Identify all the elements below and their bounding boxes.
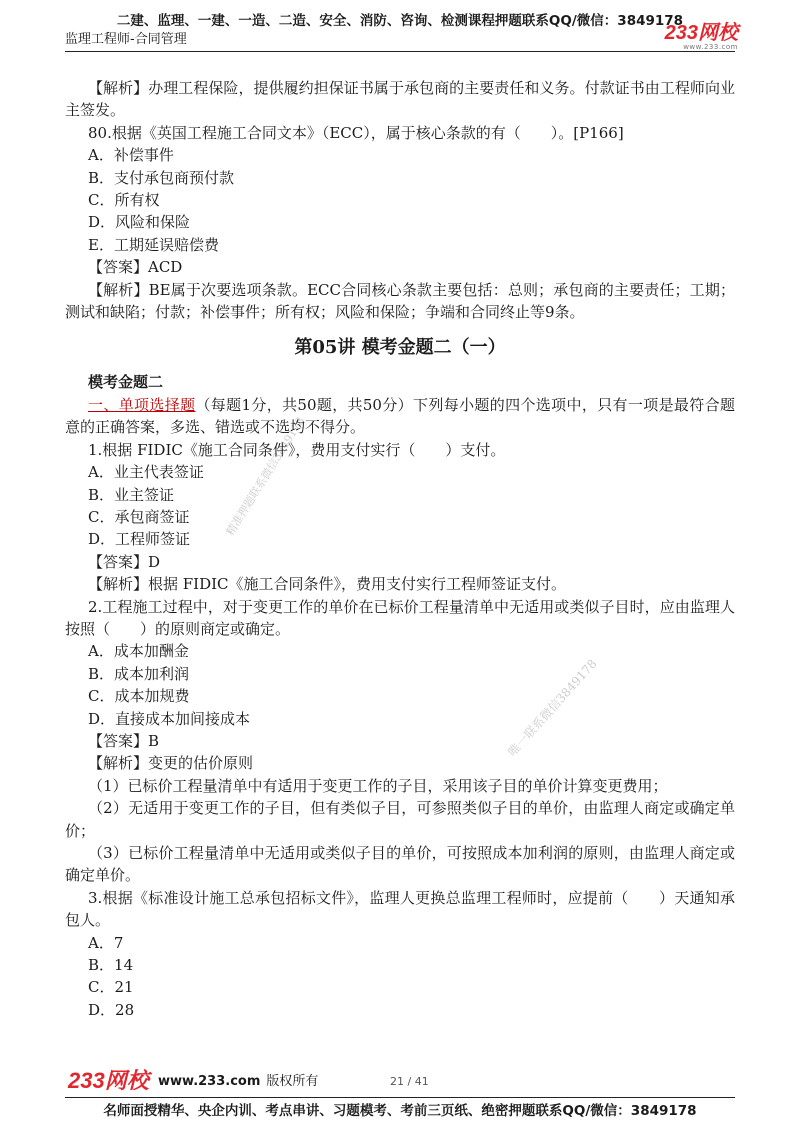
- q2-stem: 2.工程施工过程中，对于变更工作的单价在已标价工程量清单中无适用或类似子目时，应由监理人按照（ ）的原则商定或确定。: [65, 597, 735, 638]
- q80-option-a: A．补偿事件: [88, 146, 174, 165]
- q3-option-b: B．14: [88, 956, 134, 975]
- q3-option-d: D．28: [88, 1000, 135, 1019]
- q1-option-d: D．工程师签证: [88, 530, 191, 549]
- q3-option-c: C．21: [88, 978, 134, 997]
- q1-stem: 1.根据 FIDIC《施工合同条件》，费用支付实行（ ）支付。: [88, 440, 506, 459]
- section-instructions: [65, 394, 735, 439]
- lecture-title: 第05讲 模考金题二（一）: [294, 337, 506, 359]
- section-instructions-text: （每题1分，共50题，共50分）下列每小题的四个选项中，只有一项是最符合题意的正确答案，多选、错选或不选均不得分。: [65, 395, 735, 437]
- header-logo-site: www.233.com: [683, 43, 738, 51]
- q2-option-c: C．成本加规费: [88, 687, 190, 706]
- q3-option-a: A．7: [88, 933, 124, 952]
- q2-analysis-point-1: （1）已标价工程量清单中有适用于变更工作的子目，采用该子目的单价计算变更费用；: [88, 776, 668, 795]
- q80-option-d: D．风险和保险: [88, 213, 191, 232]
- header-logo-mark: 233网校: [664, 22, 738, 44]
- footer-rule: [65, 1097, 735, 1098]
- q1-answer: 【答案】D: [88, 552, 161, 571]
- q80-answer: 【答案】ACD: [88, 258, 183, 277]
- q2-option-b: B．成本加利润: [88, 664, 190, 683]
- q2-analysis-point-2: （2）无适用于变更工作的子目，但有类似子目，可参照类似子目的单价，由监理人商定或确定单价；: [65, 799, 735, 840]
- footer-rights: 版权所有: [266, 1074, 319, 1089]
- single-choice-heading: 一、单项选择题: [88, 395, 196, 414]
- q3-stem: 3.根据《标准设计施工总承包招标文件》，监理人更换总监理工程师时，应提前（ ）天通知承包人。: [65, 888, 735, 930]
- footer-logo: 233网校: [68, 1068, 149, 1093]
- header-rule: [65, 51, 735, 52]
- q1-option-b: B．业主签证: [88, 485, 175, 504]
- q80-option-c: C．所有权: [88, 191, 160, 210]
- header-logo: [652, 23, 738, 51]
- q2-analysis: 【解析】变更的估价原则: [88, 754, 254, 773]
- footer-copyright: [158, 1074, 318, 1090]
- watermark-1: 精准押题联系微信3849178: [223, 414, 308, 538]
- q2-answer: 【答案】B: [88, 731, 160, 750]
- q80-option-b: B．支付承包商预付款: [88, 168, 235, 187]
- page-body: [65, 77, 735, 1021]
- footer-notice: 名师面授精华、央企内训、考点串讲、习题模考、考前三页纸、绝密押题联系QQ/微信：3849178: [103, 1103, 697, 1119]
- document-title: 监理工程师-合同管理: [65, 32, 187, 47]
- q1-option-c: C．承包商签证: [88, 507, 190, 526]
- exam-title: 模考金题二: [88, 373, 164, 392]
- header-notice: 二建、监理、一建、一造、二造、安全、消防、咨询、检测课程押题联系QQ/微信：3849178: [116, 13, 684, 29]
- q80-stem: 80.根据《英国工程施工合同文本》（ECC），属于核心条款的有（ ）。[P166]: [88, 123, 624, 142]
- footer-site: www.233.com: [158, 1074, 261, 1089]
- q1-analysis: 【解析】根据 FIDIC《施工合同条件》，费用支付实行工程师签证支付。: [88, 575, 567, 594]
- q79-analysis: 【解析】办理工程保险，提供履约担保证书属于承包商的主要责任和义务。付款证书由工程师向业主签发。: [65, 79, 735, 120]
- q80-analysis: 【解析】BE属于次要选项条款。ECC合同核心条款主要包括：总则；承包商的主要责任；工期；测试和缺陷；付款；补偿事件；所有权；风险和保险；争端和合同终止等9条。: [65, 280, 735, 322]
- page-number: 21 / 41: [390, 1075, 429, 1088]
- q1-option-a: A．业主代表签证: [88, 463, 204, 482]
- watermark-2: 唯一联系微信3849178: [505, 656, 600, 760]
- q2-option-d: D．直接成本加间接成本: [88, 709, 251, 728]
- q80-option-e: E．工期延误赔偿费: [88, 235, 219, 254]
- q2-analysis-point-3: （3）已标价工程量清单中无适用或类似子目的单价，可按照成本加利润的原则，由监理人商定或确定单价。: [65, 844, 735, 885]
- q2-option-a: A．成本加酬金: [88, 642, 189, 661]
